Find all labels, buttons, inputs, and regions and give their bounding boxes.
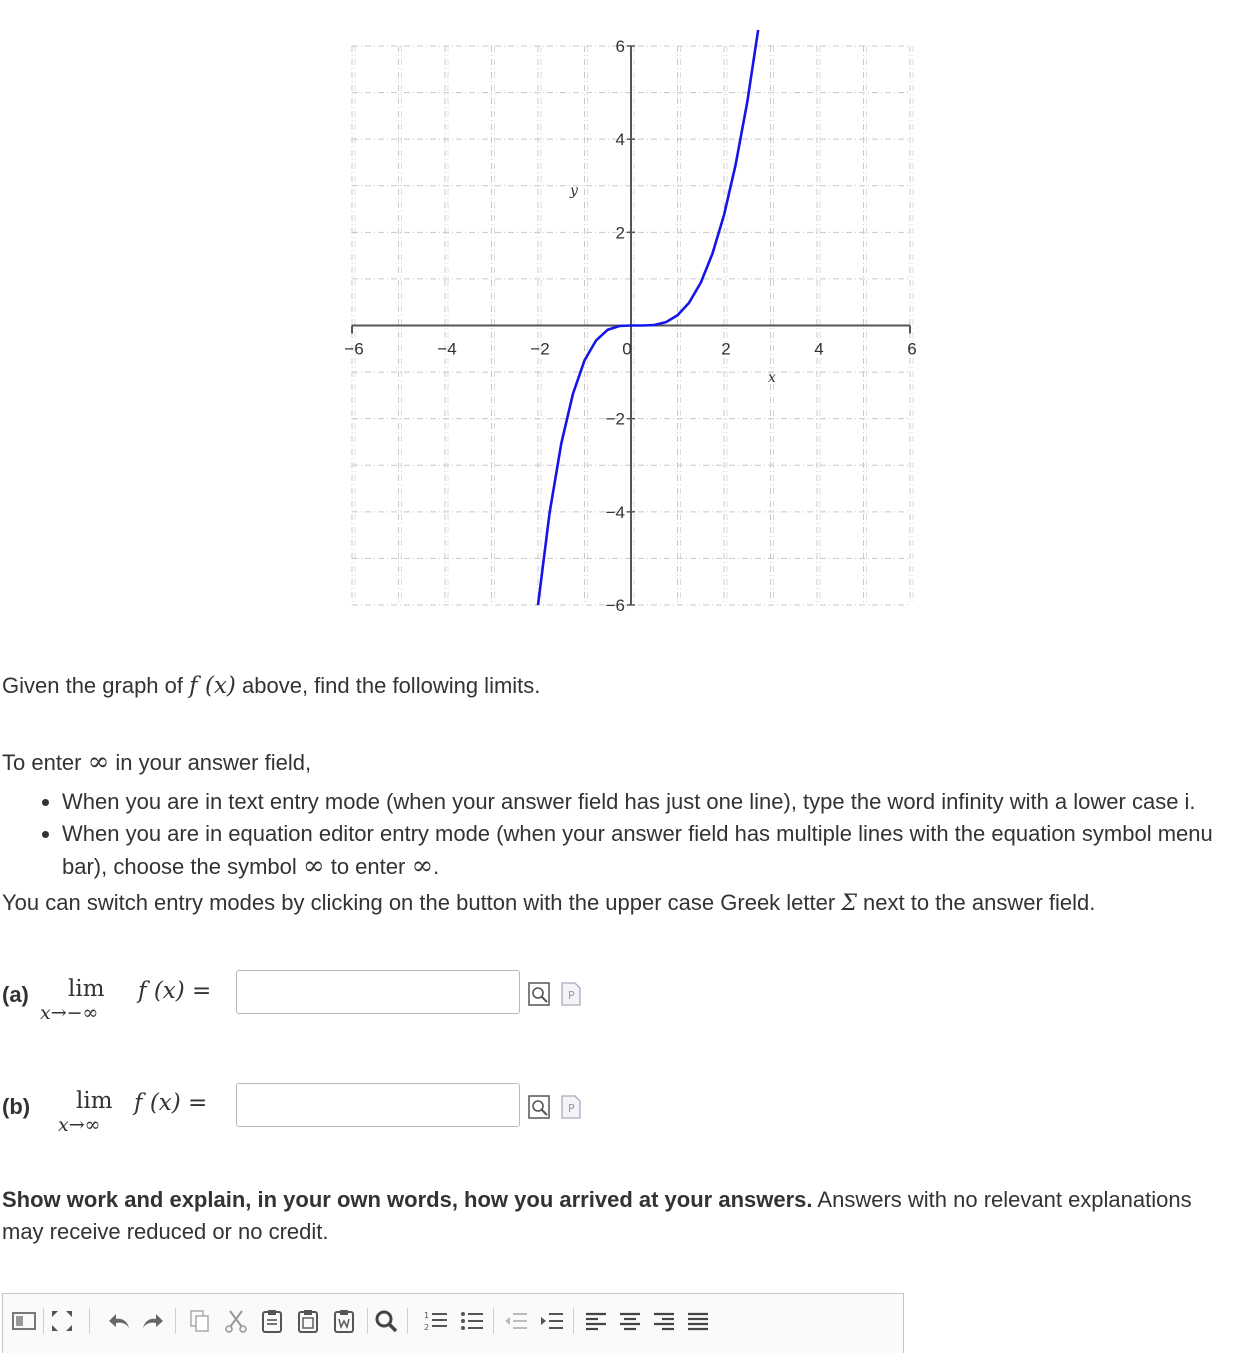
part-a-limit: lim x→−∞ f (x) = (40, 976, 212, 1024)
x-tick-label: −6 (344, 339, 364, 359)
explain-prompt: Show work and explain, in your own words, how you arrived at your answers. Answers with no relevant explanations (2, 1187, 1192, 1212)
copy-icon[interactable] (187, 1308, 213, 1334)
part-b-answer-input[interactable] (237, 1084, 519, 1126)
image-icon[interactable] (11, 1308, 37, 1334)
undo-icon[interactable] (107, 1308, 133, 1334)
preview-icon[interactable] (528, 982, 550, 1006)
y-axis-label: y (570, 183, 578, 199)
function-curve (538, 30, 771, 605)
file-icon[interactable] (560, 982, 582, 1006)
svg-text:1: 1 (424, 1311, 430, 1320)
x-tick-label: −2 (530, 339, 550, 359)
redo-icon[interactable] (139, 1308, 165, 1334)
indent-icon[interactable] (539, 1308, 565, 1334)
paste-word-icon[interactable] (331, 1308, 357, 1334)
switch-mode-text: You can switch entry modes by clicking on the button with the upper case Greek letter Σ next to the answer field. (2, 890, 1096, 916)
entry-mode-instructions (0, 786, 1242, 883)
paste-text-icon[interactable] (295, 1308, 321, 1334)
explain-prompt-line2: may receive reduced or no credit. (2, 1219, 329, 1244)
cut-icon[interactable] (223, 1308, 249, 1334)
file-icon[interactable] (560, 1095, 582, 1119)
editor-toolbar (2, 1293, 904, 1353)
preview-icon[interactable] (528, 1095, 550, 1119)
equation-entry-instruction: • When you are in equation editor entry mode (when your answer field has multiple lines with the equation symbol menu bar), choose the symbol ∞ to enter ∞. (62, 818, 1242, 883)
part-a-answer-input[interactable] (237, 971, 519, 1013)
x-axis-label: x (768, 370, 776, 386)
align-right-icon[interactable] (651, 1308, 677, 1334)
bullet-list-icon[interactable] (459, 1308, 485, 1334)
find-icon[interactable] (373, 1308, 399, 1334)
x-tick-label: 4 (814, 339, 824, 359)
x-tick-label: 2 (721, 339, 731, 359)
infinity-symbol: ∞ (411, 851, 434, 881)
function-graph (330, 30, 930, 620)
fullscreen-icon[interactable] (49, 1308, 75, 1334)
part-a-answer-field[interactable] (236, 970, 520, 1014)
x-tick-label: 6 (907, 339, 917, 359)
intro-function: f (x) (189, 673, 236, 699)
sigma-symbol: Σ (841, 891, 857, 916)
infinity-intro-text: To enter ∞ in your answer field, (2, 747, 312, 777)
part-b-label: (b) (2, 1094, 31, 1119)
svg-text:P: P (568, 1102, 575, 1115)
outdent-icon[interactable] (503, 1308, 529, 1334)
y-tick-label: −4 (605, 502, 625, 522)
numbered-list-icon[interactable] (423, 1308, 449, 1334)
infinity-symbol: ∞ (87, 747, 110, 777)
part-a-label: (a) (2, 982, 29, 1007)
align-center-icon[interactable] (617, 1308, 643, 1334)
part-b-answer-field[interactable] (236, 1083, 520, 1127)
y-tick-label: 2 (615, 223, 625, 243)
x-tick-label: −4 (437, 339, 457, 359)
y-tick-label: −2 (605, 409, 625, 429)
justify-icon[interactable] (685, 1308, 711, 1334)
svg-text:P: P (568, 989, 575, 1002)
align-left-icon[interactable] (583, 1308, 609, 1334)
y-tick-label: 4 (615, 130, 625, 150)
text-entry-instruction: • When you are in text entry mode (when your answer field has just one line), type the word infinity with a lower case i. (62, 786, 1242, 818)
x-tick-label: 0 (622, 339, 632, 359)
y-tick-label: −6 (605, 596, 625, 615)
svg-text:2: 2 (424, 1323, 430, 1332)
paste-icon[interactable] (259, 1308, 285, 1334)
infinity-symbol: ∞ (302, 851, 325, 881)
part-b-limit: lim x→∞ f (x) = (58, 1088, 208, 1136)
intro-text: Given the graph of f (x) above, find the following limits. (2, 673, 541, 699)
y-tick-label: 6 (615, 37, 625, 56)
